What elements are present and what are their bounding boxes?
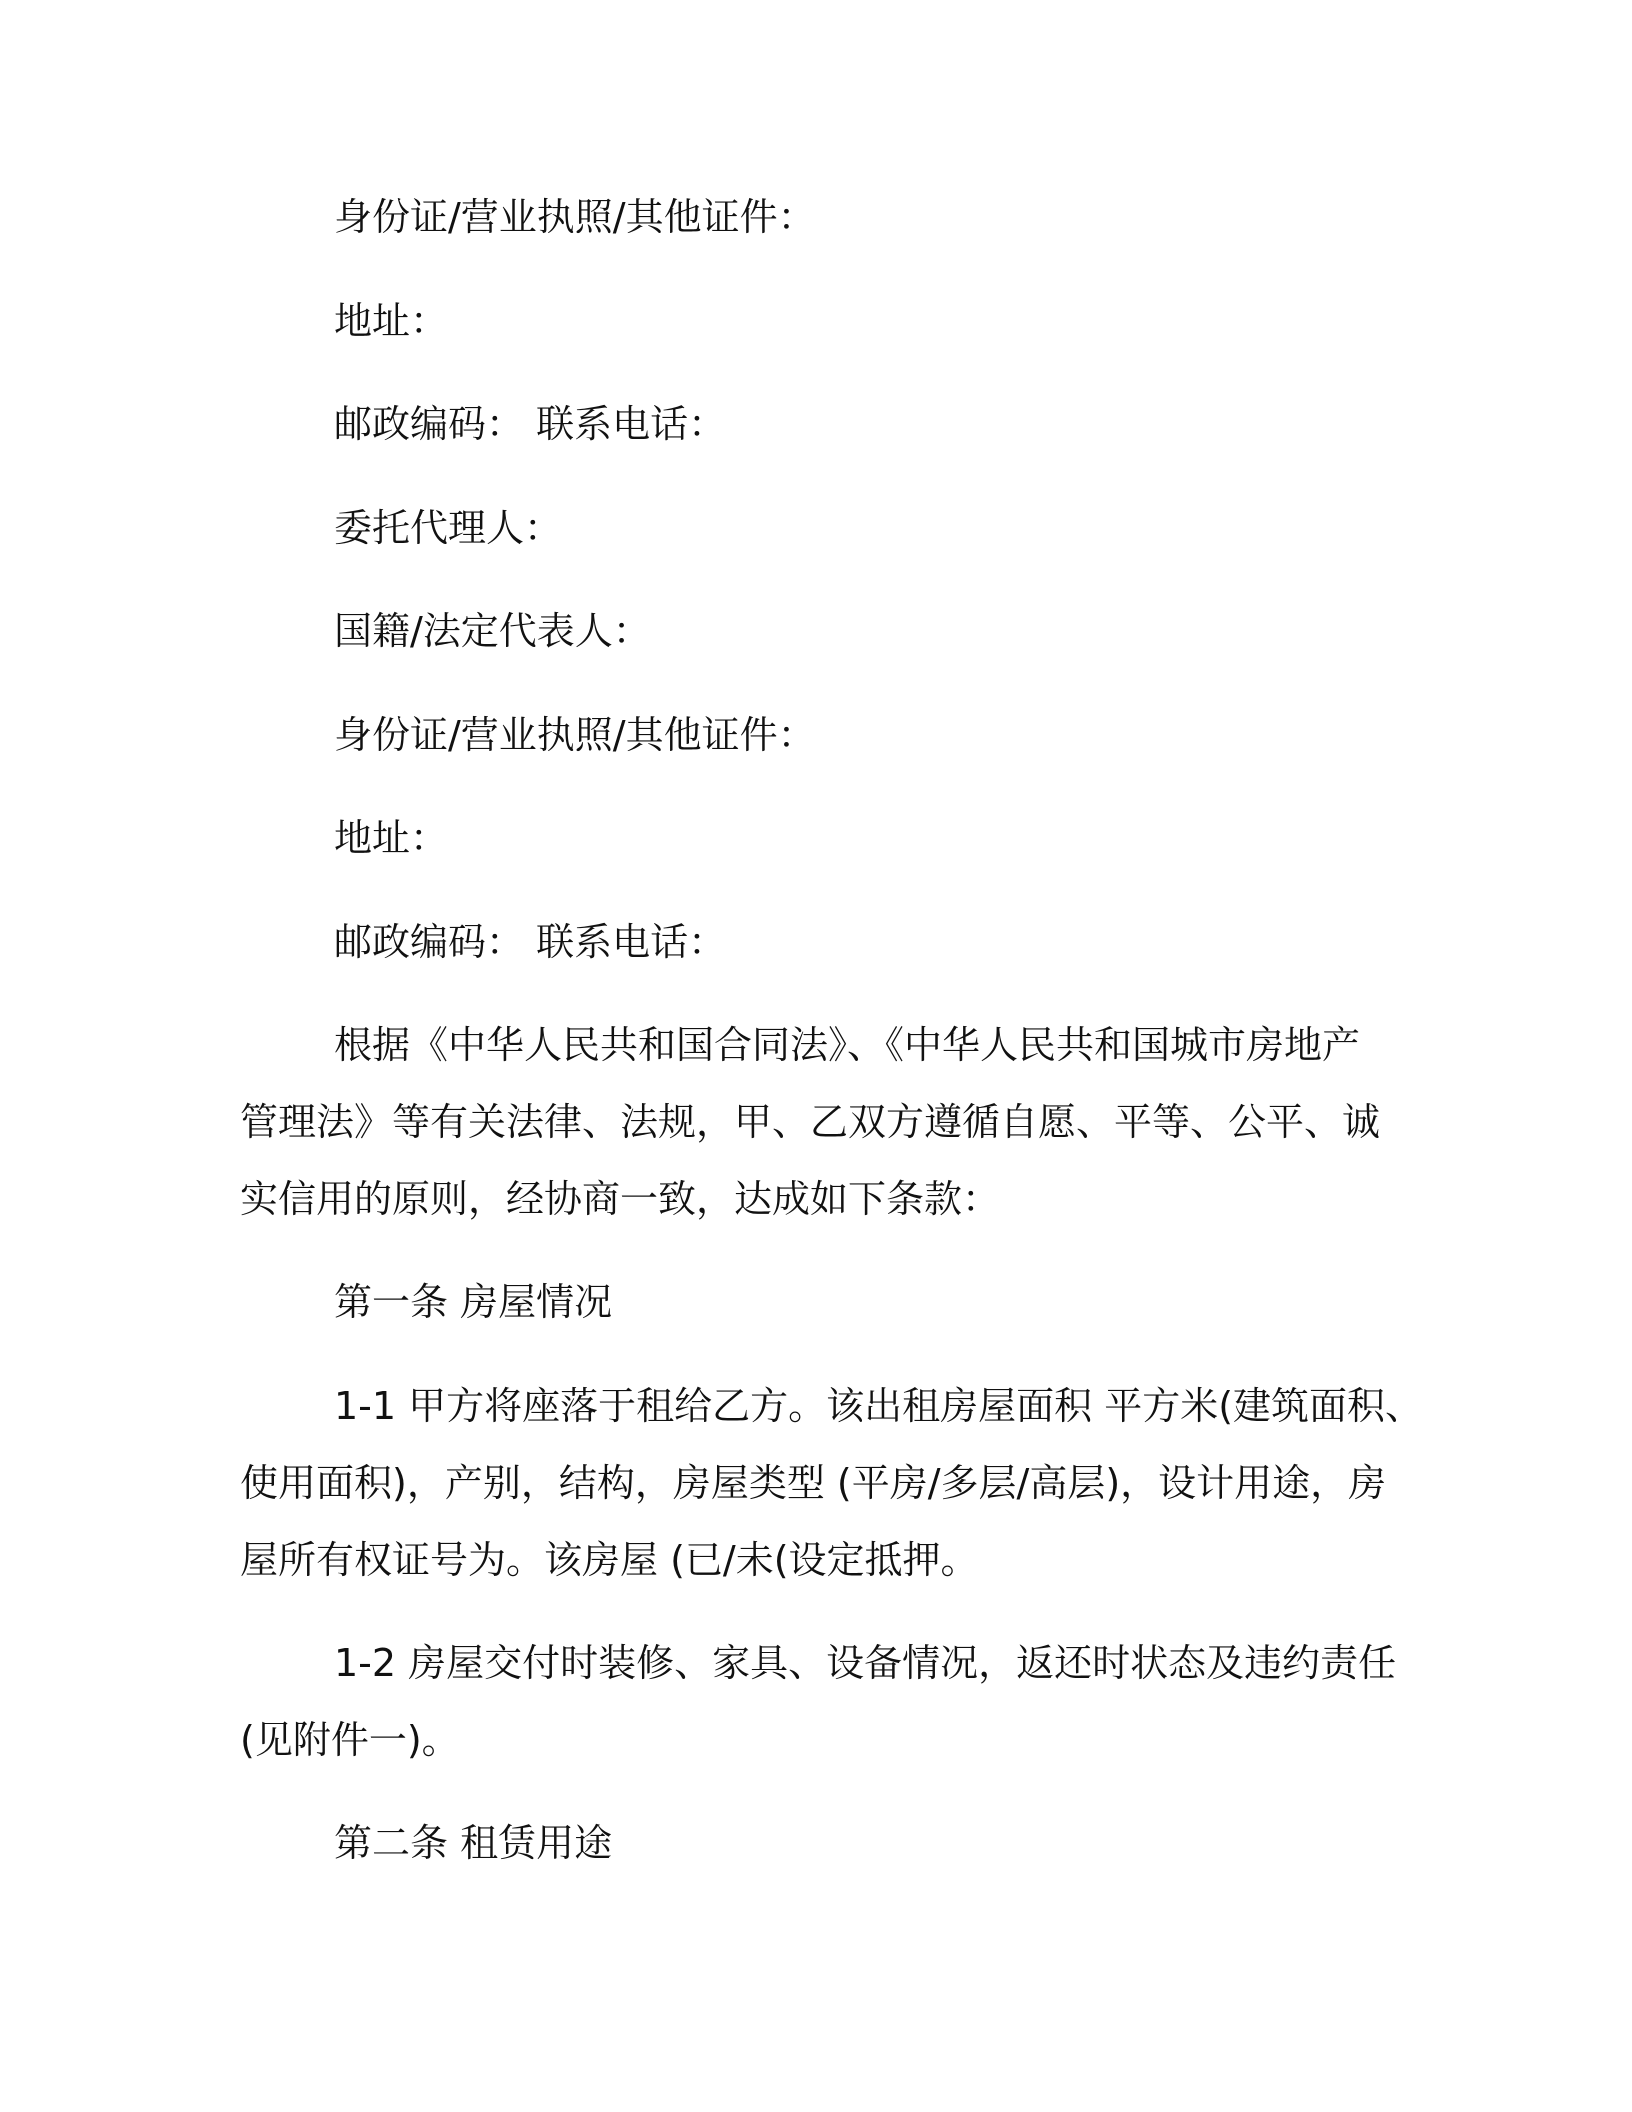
nationality-representative-field: 国籍/法定代表人： — [334, 609, 651, 653]
agent-field: 委托代理人： — [334, 506, 563, 550]
clause-1-2-line-1: 1-2 房屋交付时装修、家具、设备情况，返还时状态及违约责任 — [334, 1641, 1397, 1685]
party-b-postal-phone-field: 邮政编码： 联系电话： — [334, 402, 727, 446]
agent-address-field: 地址： — [334, 816, 449, 860]
party-b-id-doc-field: 身份证/营业执照/其他证件： — [334, 195, 816, 239]
clause-1-1-line-2: 使用面积)，产别，结构，房屋类型 (平房/多层/高层)，设计用途，房 — [240, 1461, 1387, 1505]
article-1-heading: 第一条 房屋情况 — [334, 1280, 613, 1324]
clause-1-1-line-3: 屋所有权证号为。该房屋 (已/未(设定抵押。 — [240, 1538, 979, 1582]
party-b-address-field: 地址： — [334, 299, 449, 343]
clause-1-1-line-1: 1-1 甲方将座落于租给乙方。该出租房屋面积 平方米(建筑面积、 — [334, 1384, 1424, 1428]
preamble-line-2: 管理法》等有关法律、法规，甲、乙双方遵循自愿、平等、公平、诚 — [240, 1100, 1381, 1144]
preamble-line-1: 根据《中华人民共和国合同法》、《中华人民共和国城市房地产 — [334, 1023, 1361, 1067]
agent-postal-phone-field: 邮政编码： 联系电话： — [334, 920, 727, 964]
clause-1-2-line-2: (见附件一)。 — [240, 1718, 460, 1762]
agent-id-doc-field: 身份证/营业执照/其他证件： — [334, 713, 816, 757]
preamble-line-3: 实信用的原则，经协商一致，达成如下条款： — [240, 1177, 1001, 1221]
article-2-heading: 第二条 租赁用途 — [334, 1821, 613, 1865]
